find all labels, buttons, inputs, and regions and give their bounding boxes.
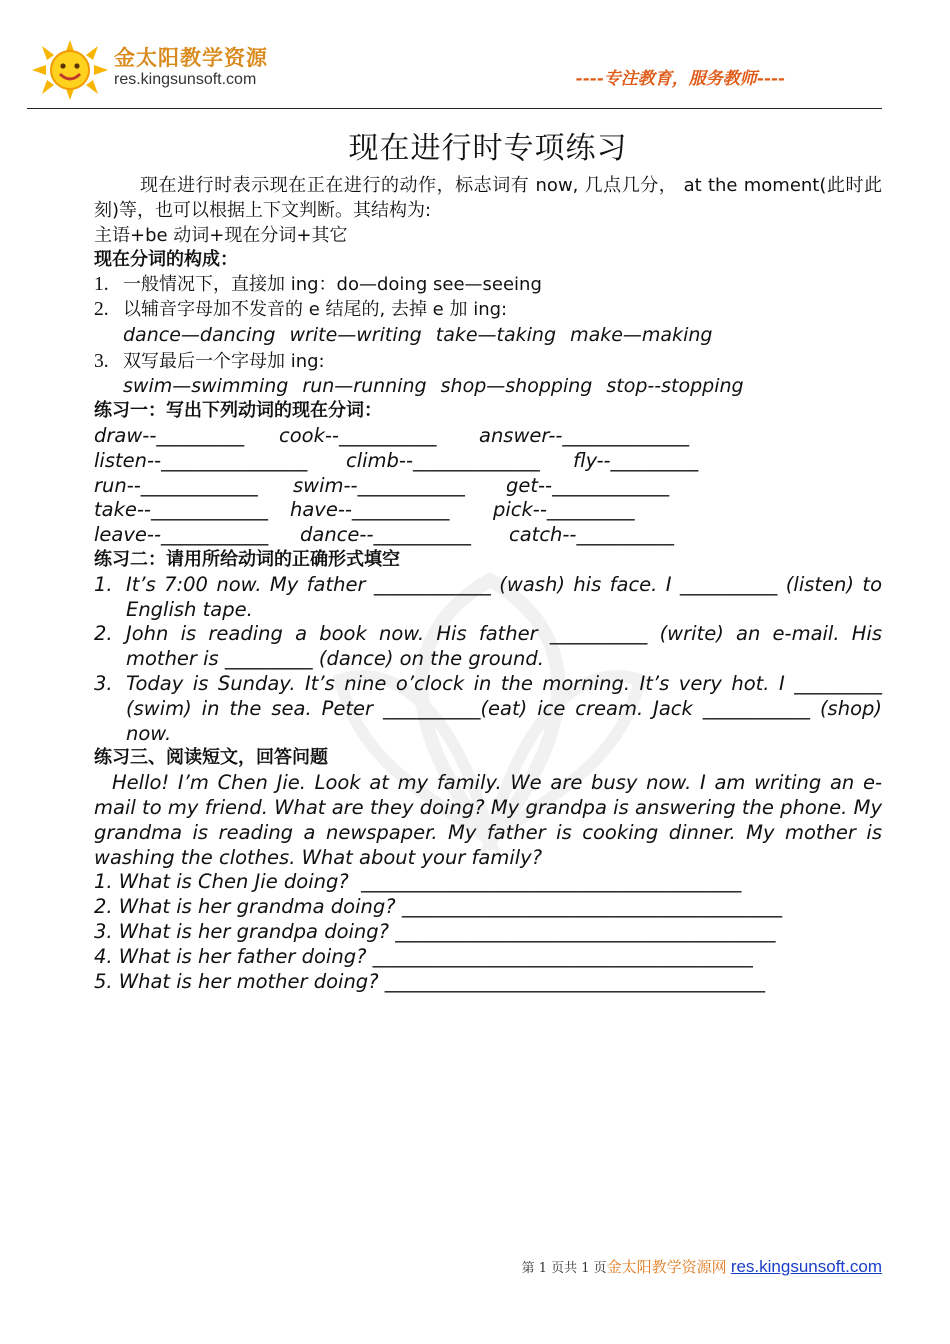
verb-row [94, 523, 882, 548]
question-number: 3. [94, 671, 113, 695]
slogan: ----专注教育，服务教师---- [575, 69, 785, 89]
rule-text: 一般情况下，直接加 ing：do—doing see—seeing [123, 274, 542, 296]
reading-questions [94, 870, 882, 994]
sun-logo-icon [30, 38, 110, 102]
exercise2-heading: 练习二：请用所给动词的正确形式填空 [94, 548, 400, 570]
exercise1-heading: 练习一：写出下列动词的现在分词： [94, 400, 382, 422]
rule-number: 3. [94, 350, 109, 372]
rule-example: swim—swimming run—running shop—shopping stop--stopping [123, 375, 744, 398]
fill-in-question[interactable] [94, 573, 882, 623]
brand-name: 金太阳教学资源 [114, 46, 268, 70]
question-number: 2. [94, 622, 113, 646]
exercise1-grid [94, 424, 882, 548]
verb-blank[interactable]: listen--_______________ [94, 448, 308, 472]
verb-row [94, 424, 882, 449]
verb-blank[interactable]: swim--___________ [293, 473, 465, 497]
reading-question[interactable]: 2. What is her grandma doing? _______________________________________ [94, 895, 783, 919]
rule-number: 1. [94, 274, 109, 296]
rules-list [94, 273, 882, 399]
reading-question[interactable]: 1. What is Chen Jie doing? _______________________________________ [94, 870, 742, 894]
footer-site-name: 金太阳教学资源网 [606, 1258, 727, 1276]
verb-row [94, 449, 882, 474]
verb-blank[interactable]: cook--__________ [279, 423, 437, 447]
page-header [0, 0, 950, 112]
exercise3-heading: 练习三、阅读短文，回答问题 [94, 747, 328, 769]
brand-url: res.kingsunsoft.com [114, 71, 257, 88]
verb-blank[interactable]: catch--__________ [509, 523, 674, 547]
fill-in-question[interactable] [94, 622, 882, 672]
page-info: 第 1 页共 1 页 [521, 1261, 607, 1276]
verb-blank[interactable]: answer--_____________ [479, 423, 690, 447]
verb-row [94, 474, 882, 499]
verb-blank[interactable]: fly--_________ [573, 448, 699, 472]
question-text: Today is Sunday. It’s nine o’clock in the morning. It’s very hot. I _________ (swim) in the sea. Peter __________(eat) ice cream. Jack ___________ (shop) now. [126, 671, 882, 745]
exercise2-list [94, 573, 882, 747]
document-body [94, 126, 882, 994]
footer-site-link[interactable]: res.kingsunsoft.com [730, 1257, 882, 1276]
header-divider [27, 108, 882, 109]
page-title: 现在进行时专项练习 [348, 131, 628, 166]
rule-item [94, 298, 882, 323]
verb-blank[interactable]: pick--_________ [493, 498, 635, 522]
fill-in-question[interactable] [94, 672, 882, 746]
verb-blank[interactable]: climb--_____________ [346, 448, 540, 472]
reading-passage: Hello! I’m Chen Jie. Look at my family. We are busy now. I am writing an e-mail to my friend. What are they doing? My grandpa is answering the phone. My grandma is reading a newspaper. My father is cooking dinner. My mother is washing the clothes. What about your family? [94, 771, 882, 869]
rule-text: 双写最后一个字母加 ing: [123, 350, 325, 372]
rule-example: dance—dancing write—writing take—taking make—making [123, 323, 713, 346]
rule-text: 以辅音字母加不发音的 e 结尾的, 去掉 e 加 ing: [123, 298, 508, 320]
rule-item [94, 350, 882, 375]
rule-number: 2. [94, 298, 109, 320]
verb-blank[interactable]: draw--_________ [94, 423, 245, 447]
verb-blank[interactable]: get--____________ [506, 473, 670, 497]
intro-text: 现在进行时表示现在正在进行的动作，标志词有 now, 几点几分， at the moment(此时此刻)等，也可以根据上下文判断。其结构为: [94, 175, 882, 221]
brand [114, 46, 268, 90]
reading-question[interactable]: 4. What is her father doing? _______________________________________ [94, 944, 753, 968]
question-text: John is reading a book now. His father __________ (write) an e-mail. His mother is _________ (dance) on the ground. [126, 622, 882, 671]
verb-blank[interactable]: have--__________ [290, 498, 450, 522]
verb-row [94, 498, 882, 523]
reading-question[interactable]: 3. What is her grandpa doing? _______________________________________ [94, 919, 776, 943]
rule-item [94, 273, 882, 298]
verb-blank[interactable]: dance--__________ [300, 523, 471, 547]
page-footer [522, 1256, 882, 1277]
verb-blank[interactable]: take--____________ [94, 498, 268, 522]
rules-heading: 现在分词的构成： [94, 249, 238, 271]
reading-question[interactable]: 5. What is her mother doing? _______________________________________ [94, 969, 765, 993]
question-text: It’s 7:00 now. My father ____________ (wash) his face. I __________ (listen) to English tape. [126, 572, 882, 621]
question-number: 1. [94, 572, 113, 596]
verb-blank[interactable]: run--____________ [94, 473, 258, 497]
structure-formula: 主语+be 动词+现在分词+其它 [94, 224, 348, 246]
verb-blank[interactable]: leave--___________ [94, 523, 269, 547]
